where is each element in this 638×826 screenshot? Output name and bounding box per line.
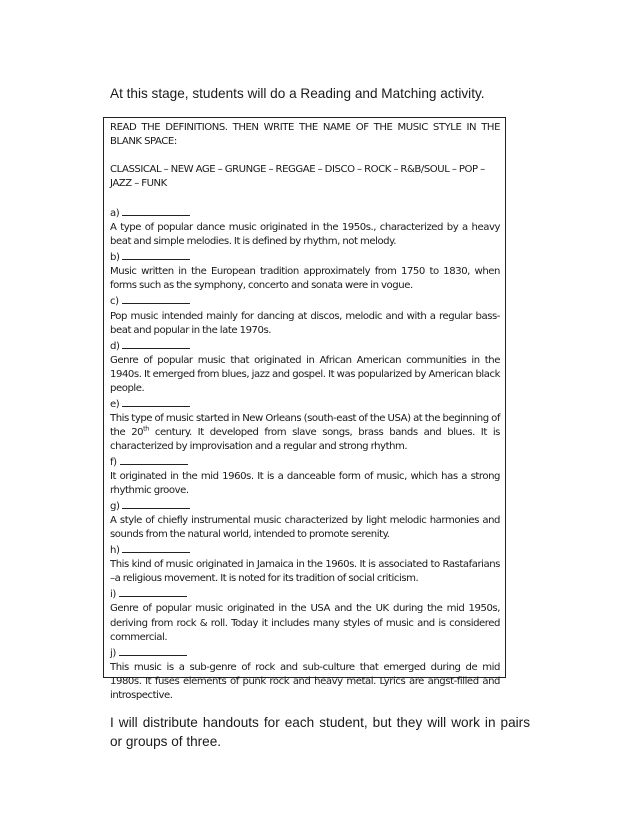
definition-item-j: [110, 645, 500, 703]
activity-instructions: READ THE DEFINITIONS. THEN WRITE THE NAME OF THE MUSIC STYLE IN THE BLANK SPACE:: [110, 122, 500, 148]
activity-box: [103, 117, 506, 701]
answer-blank: [122, 396, 190, 407]
closing-text: I will distribute handouts for each student, but they will work in pairs or groups of three.: [110, 715, 530, 749]
intro-text: At this stage, students will do a Reading and Matching activity.: [110, 86, 485, 101]
definition-text: Pop music intended mainly for dancing at discos, melodic and with a regular bass-beat and popular in the late 1970s.: [110, 310, 500, 336]
definition-item-g: [110, 498, 500, 542]
answer-blank: [122, 498, 190, 509]
answer-blank: [119, 645, 187, 656]
answer-blank: [120, 454, 188, 465]
answer-blank: [119, 586, 187, 597]
item-letter: h): [110, 545, 120, 557]
item-letter: b): [110, 252, 120, 264]
answer-blank: [122, 205, 190, 216]
definition-text: This type of music started in New Orleans (south-east of the USA) at the beginning of the 20th century. It developed from slave songs, brass bands and blues. It is characterized by improvisation and a regular and strong rhythm.: [110, 412, 500, 452]
music-styles-list: CLASSICAL – NEW AGE – GRUNGE – REGGAE – DISCO – ROCK – R&B/SOUL – POP – JAZZ – FUNK: [110, 164, 485, 190]
definition-item-f: [110, 454, 500, 498]
definition-text: Genre of popular music originated in the USA and the UK during the mid 1950s, deriving from rock & roll. Today it includes many styles of music and is considered commercial.: [110, 603, 500, 643]
item-letter: j): [110, 647, 116, 659]
answer-blank: [122, 338, 190, 349]
item-letter: e): [110, 398, 120, 410]
definition-item-e: [110, 396, 500, 454]
definition-item-i: [110, 586, 500, 644]
definition-text: It originated in the mid 1960s. It is a danceable form of music, which has a strong rhythmic groove.: [110, 471, 500, 497]
item-letter: i): [110, 589, 116, 601]
definition-text: Music written in the European tradition approximately from 1750 to 1830, when forms such as the symphony, concerto and sonata were in vogue.: [110, 266, 500, 292]
item-letter: a): [110, 208, 120, 220]
definition-item-h: [110, 542, 500, 586]
item-letter: c): [110, 296, 119, 308]
definition-text: A type of popular dance music originated in the 1950s., characterized by a heavy beat and simple melodies. It is defined by rhythm, not melody.: [110, 222, 500, 248]
definition-text: Genre of popular music that originated in African American communities in the 1940s. It emerged from blues, jazz and gospel. It was popularized by American black people.: [110, 354, 500, 394]
definition-item-c: [110, 293, 500, 337]
item-letter: f): [110, 456, 117, 468]
definition-text: A style of chiefly instrumental music characterized by light melodic harmonies and sounds from the natural world, intended to promote serenity.: [110, 515, 500, 541]
definition-item-b: [110, 249, 500, 293]
answer-blank: [122, 293, 190, 304]
item-letter: d): [110, 340, 120, 352]
answer-blank: [122, 542, 190, 553]
answer-blank: [122, 249, 190, 260]
definition-text: This music is a sub-genre of rock and sub-culture that emerged during de mid 1980s. It fuses elements of punk rock and heavy metal. Lyrics are angst-filled and introspective.: [110, 661, 500, 701]
item-letter: g): [110, 501, 120, 513]
definition-item-d: [110, 338, 500, 396]
definition-item-a: [110, 205, 500, 249]
definition-text: This kind of music originated in Jamaica in the 1960s. It is associated to Rastafarians –a religious movement. It is noted for its tradition of social criticism.: [110, 559, 500, 585]
